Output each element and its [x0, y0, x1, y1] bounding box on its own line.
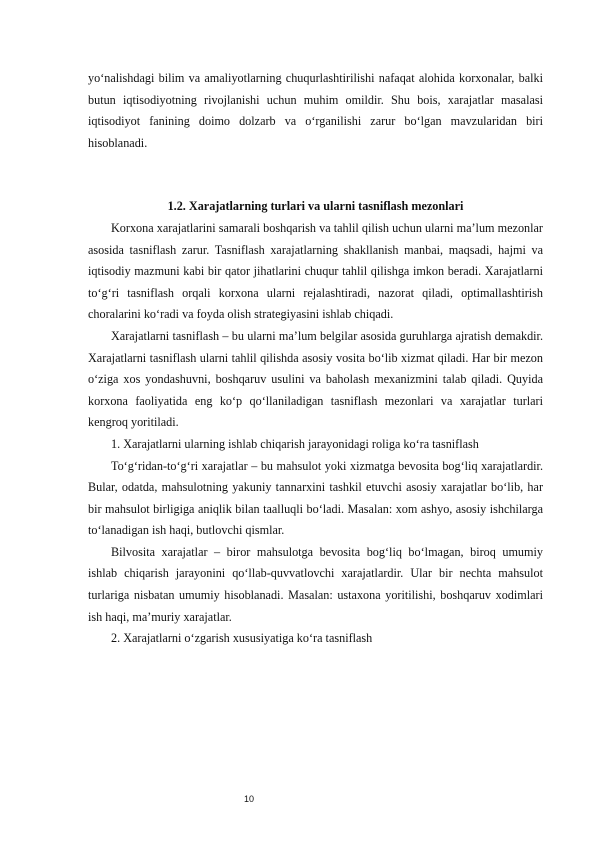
paragraph-direct-costs: To‘g‘ridan-to‘g‘ri xarajatlar – bu mahsulot yoki xizmatga bevosita bog‘liq xarajatlardir. Bular, odatda, mahsulotning yakuniy tannarxini tashkil etuvchi asosiy xarajatlar bo‘lib, har bir mahsulot birligiga aniqlik bilan taalluqli bo‘ladi. Masalan: xom ashyo, asosiy ishchilarga to‘lanadigan ish haqi, butlovchi qismlar. [88, 458, 543, 538]
paragraph-intro: yo‘nalishdagi bilim va amaliyotlarning chuqurlashtirilishi nafaqat alohida korxonalar, balki butun iqtisodiyotning rivojlanishi uchun muhim omildir. Shu bois, xarajatlar masalasi iqtisodiyot fanining doimo dolzarb va o‘rganilishi zarur bo‘lgan mavzularidan biri hisoblanadi. [88, 71, 543, 150]
paragraph-classification-definition: Xarajatlarni tasniflash – bu ularni ma’lum belgilar asosida guruhlarga ajratish demakdir. Xarajatlarni tasniflash ularni tahlil qilishda asosiy vosita bo‘lib xizmat qiladi. Har bir mezon o‘ziga xos yondashuvni, boshqaruv usulini va baholash mexanizmini talab qiladi. Quyida korxona faoliyatida eng ko‘p qo‘llaniladigan tasniflash mezonlari va xarajatlar turlari kengroq yoritiladi. [88, 328, 543, 430]
paragraph-classification-need: Korxona xarajatlarini samarali boshqarish va tahlil qilish uchun ularni ma’lum mezonlar asosida tasniflash zarur. Tasniflash xarajatlarning shakllanish manbai, maqsadi, hajmi va iqtisodiy mazmuni kabi bir qator jihatlarini chuqur tahlil qilishga imkon beradi. Xarajatlarni to‘g‘ri tasniflash orqali korxona ularni rejalashtiradi, nazorat qiladi, optimallashtirish choralarini ko‘radi va foyda olish strategiyasini ishlab chiqadi. [88, 220, 543, 322]
list-item-criterion-2: 2. Xarajatlarni o‘zgarish xususiyatiga ko‘ra tasniflash [111, 631, 373, 646]
page-number: 10 [243, 794, 254, 804]
section-heading: 1.2. Xarajatlarning turlari va ularni tasniflash mezonlari [167, 199, 464, 214]
document-body [88, 68, 543, 650]
section-spacer [88, 154, 543, 196]
paragraph-indirect-costs: Bilvosita xarajatlar – biror mahsulotga bevosita bog‘liq bo‘lmagan, biroq umumiy ishlab chiqarish jarayonini qo‘llab-quvvatlovchi xarajatlardir. Ular bir nechta mahsulot turlariga nisbatan umumiy hisoblanadi. Masalan: ustaxona yoritilishi, boshqaruv xodimlari ish haqi, ma’muriy xarajatlar. [88, 544, 543, 624]
list-item-criterion-1: 1. Xarajatlarni ularning ishlab chiqarish jarayonidagi roliga ko‘ra tasniflash [111, 436, 479, 451]
